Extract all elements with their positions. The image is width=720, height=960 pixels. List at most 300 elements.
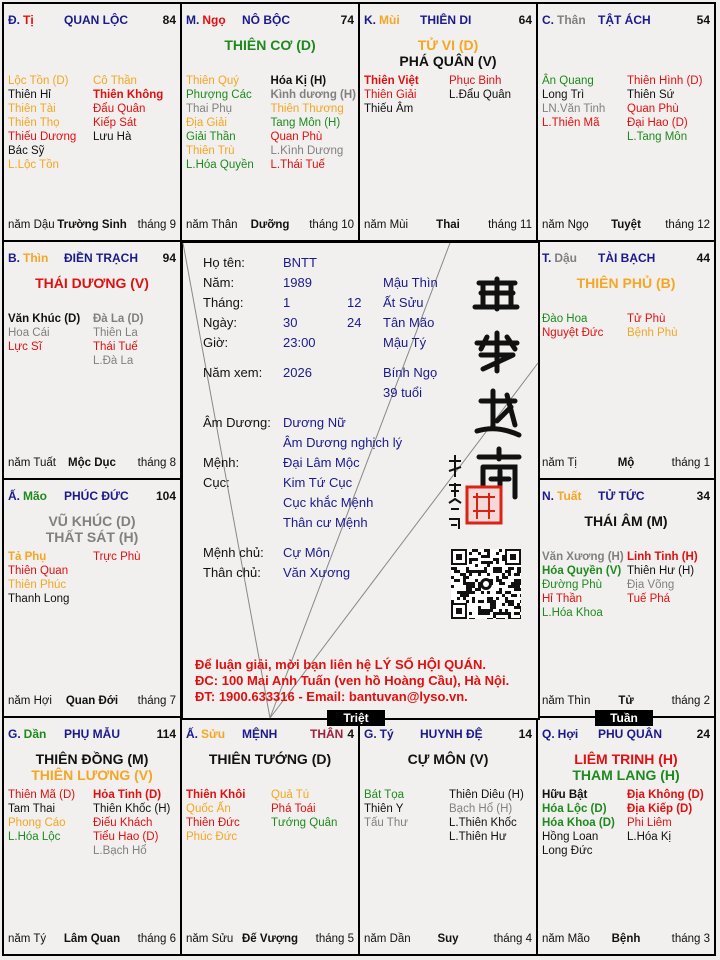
minor-star: Hỉ Thần: [542, 593, 583, 605]
main-stars: [182, 751, 358, 767]
qr-code[interactable]: [451, 549, 521, 619]
calligraphy-logo: [445, 271, 535, 531]
than-tag: THÂN: [310, 727, 344, 741]
minor-star: L.Thiên Hư: [449, 831, 507, 843]
main-stars: [4, 275, 180, 291]
footer-phase: Dưỡng: [250, 219, 290, 231]
palace-header: [364, 727, 532, 743]
palace-header: [8, 489, 176, 505]
main-stars: [4, 751, 180, 783]
minor-star: Thiếu Âm: [364, 103, 414, 115]
palace-age-number: 64: [518, 13, 532, 27]
palace-stem: C.: [542, 13, 554, 27]
info-thanchu: Văn Xương: [283, 565, 351, 580]
minor-star: Tử Phù: [627, 313, 666, 325]
minor-star: Bác Sỹ: [8, 145, 45, 157]
minor-stars: [364, 788, 534, 844]
palace-age-number: 4: [347, 727, 354, 741]
minor-stars: [8, 788, 178, 858]
palace-name: TỬ TỨC: [598, 489, 645, 503]
minor-star: Lộc Tồn (D): [8, 75, 69, 87]
minor-star: Thiên Khốc (H): [93, 803, 171, 815]
minor-star: Văn Xương (H): [542, 551, 624, 563]
palace-header: [364, 13, 532, 29]
palace-footer: [542, 695, 710, 709]
palace-stem: K.: [364, 13, 376, 27]
info-cuc-note1: Cục khắc Mệnh: [283, 495, 374, 510]
contact-line1: Để luận giải, mời bạn liên hệ LÝ SỐ HỘI QUÁN.: [195, 657, 486, 672]
info-day-can: Tân Mão: [383, 315, 435, 330]
minor-star: Thiên Y: [364, 803, 404, 815]
minor-star: Kiếp Sát: [93, 117, 137, 129]
palace-stem: Q.: [542, 727, 555, 741]
minor-star: Tấu Thư: [364, 817, 408, 829]
minor-star: Thiên Trù: [186, 145, 235, 157]
info-hour-label: Giờ:: [203, 335, 229, 350]
palace-footer: [542, 933, 710, 947]
palace-name: ĐIỀN TRẠCH: [64, 251, 138, 265]
main-stars: [538, 275, 714, 291]
minor-star: Thiên Hỉ: [8, 89, 51, 101]
minor-star: Quả Tú: [271, 789, 310, 801]
footer-year: năm Tuất: [8, 457, 56, 469]
minor-star: Thanh Long: [8, 593, 70, 605]
minor-star: Giải Thần: [186, 131, 236, 143]
minor-stars-left: [364, 788, 449, 844]
minor-star: Thiên Diêu (H): [449, 789, 524, 801]
minor-star: Phá Toái: [271, 803, 316, 815]
main-stars: [360, 37, 536, 69]
palace-stem: Ấ.: [8, 489, 20, 503]
chart-center-info: [181, 241, 540, 720]
minor-stars-left: [8, 550, 93, 606]
minor-star: Tang Môn (H): [270, 117, 341, 129]
minor-star: Tướng Quân: [271, 817, 338, 829]
palace-age-number: 104: [155, 489, 176, 503]
main-stars: [4, 513, 180, 545]
footer-month: tháng 7: [137, 695, 176, 707]
palace-cell-0[interactable]: [2, 2, 182, 242]
palace-footer: [8, 933, 176, 947]
minor-star: L.Tang Môn: [627, 131, 688, 143]
minor-star: Phượng Các: [186, 89, 252, 101]
footer-phase: Tuyệt: [611, 219, 641, 231]
minor-star: Lưu Hà: [93, 131, 132, 143]
minor-star: Kình dương (H): [270, 89, 356, 101]
minor-stars-right: [93, 788, 178, 858]
minor-star: Thiên Quý: [186, 75, 240, 87]
minor-star: Hoa Cái: [8, 327, 50, 339]
minor-star: L.Lộc Tồn: [8, 159, 59, 171]
minor-stars-left: [8, 788, 93, 858]
main-star: THẤT SÁT (H): [45, 529, 139, 545]
palace-name: TÀI BẠCH: [598, 251, 656, 265]
info-month-can: Ất Sửu: [383, 295, 424, 310]
palace-cell-10[interactable]: [358, 716, 538, 956]
info-age: 39 tuổi: [383, 385, 423, 400]
footer-month: tháng 1: [671, 457, 710, 469]
minor-star: Thiên La: [93, 327, 138, 339]
main-star: PHÁ QUÂN (V): [399, 53, 497, 69]
palace-age-number: 114: [156, 727, 176, 741]
palace-header: [542, 727, 710, 743]
minor-star: Long Đức: [542, 845, 593, 857]
minor-star: Quốc Ấn: [186, 803, 231, 815]
info-name: BNTT: [283, 255, 317, 270]
palace-branch: Hợi: [557, 727, 579, 741]
footer-phase: Quan Đới: [65, 695, 119, 707]
info-thanchu-label: Thân chủ:: [203, 565, 261, 580]
minor-star: Phúc Đức: [186, 831, 238, 843]
minor-star: Tả Phụ: [8, 551, 47, 563]
triet-badge: Triệt: [327, 710, 385, 726]
minor-stars-right: [449, 74, 534, 116]
minor-stars-right: [271, 788, 356, 844]
info-year: 1989: [283, 275, 312, 290]
info-amduong-label: Âm Dương:: [203, 415, 271, 430]
palace-footer: [8, 219, 176, 233]
footer-year: năm Dần: [364, 933, 411, 945]
minor-stars: [8, 74, 178, 172]
minor-star: Long Trì: [542, 89, 585, 101]
palace-stem: Đ.: [8, 13, 20, 27]
minor-stars-left: [186, 788, 271, 844]
footer-phase: Mộc Dục: [68, 457, 116, 469]
minor-star: L.Hóa Kị: [627, 831, 672, 843]
palace-stem: G.: [8, 727, 21, 741]
palace-cell-2[interactable]: [358, 2, 538, 242]
palace-branch: Ngọ: [202, 13, 226, 27]
palace-header: [186, 727, 354, 743]
palace-stem: M.: [186, 13, 200, 27]
minor-star: Tuế Phá: [627, 593, 671, 605]
info-year-label: Năm:: [203, 275, 235, 290]
minor-star: Quan Phù: [627, 103, 679, 115]
palace-age-number: 34: [696, 489, 710, 503]
palace-name: NÔ BỘC: [242, 13, 290, 27]
info-cuc: Kim Tứ Cục: [283, 475, 353, 490]
palace-name: MỆNH: [242, 727, 278, 741]
minor-star: Thiên Tài: [8, 103, 56, 115]
footer-year: năm Ngọ: [542, 219, 589, 231]
palace-age-number: 84: [162, 13, 176, 27]
palace-stem: N.: [542, 489, 554, 503]
palace-header: [186, 13, 354, 29]
minor-star: LN.Văn Tinh: [542, 103, 606, 115]
palace-name: QUAN LỘC: [64, 13, 128, 27]
minor-star: Phi Liêm: [627, 817, 672, 829]
minor-star: Đại Hao (D): [627, 117, 688, 129]
palace-age-number: 54: [696, 13, 710, 27]
palace-header: [8, 13, 176, 29]
minor-star: Thiên Đức: [186, 817, 240, 829]
palace-age-number: 24: [696, 727, 710, 741]
main-star: TỬ VI (D): [417, 37, 479, 53]
minor-star: Lực Sĩ: [8, 341, 42, 353]
palace-branch: Dần: [23, 727, 47, 741]
minor-stars-right: [627, 550, 712, 620]
footer-month: tháng 8: [137, 457, 176, 469]
minor-stars: [8, 550, 178, 606]
palace-stem: Ấ.: [186, 727, 198, 741]
palace-age-number: 94: [162, 251, 176, 265]
minor-star: Thiên Quan: [8, 565, 69, 577]
minor-star: Đẩu Quân: [93, 103, 146, 115]
minor-star: Phong Cáo: [8, 817, 66, 829]
palace-age-number: 14: [518, 727, 532, 741]
minor-star: Thiên Mã (D): [8, 789, 76, 801]
minor-star: Văn Khúc (D): [8, 313, 81, 325]
minor-stars: [186, 74, 356, 172]
tuan-badge: Tuần: [595, 710, 653, 726]
minor-stars: [542, 312, 712, 340]
palace-stem: G.: [364, 727, 377, 741]
minor-stars: [8, 312, 178, 368]
palace-branch: Dậu: [554, 251, 578, 265]
minor-star: Địa Không (D): [627, 789, 704, 801]
palace-branch: Tị: [23, 13, 34, 27]
minor-stars-left: [8, 74, 93, 172]
palace-name: TẬT ÁCH: [598, 13, 651, 27]
palace-name: THIÊN DI: [420, 13, 472, 27]
minor-star: Địa Võng: [627, 579, 675, 591]
palace-branch: Tuất: [557, 489, 582, 503]
main-star: VŨ KHÚC (D): [48, 513, 136, 529]
main-stars: [538, 751, 714, 783]
minor-star: Quan Phù: [270, 131, 323, 143]
footer-month: tháng 9: [137, 219, 176, 231]
info-view-label: Năm xem:: [203, 365, 263, 380]
info-day-label: Ngày:: [203, 315, 237, 330]
footer-month: tháng 5: [315, 933, 354, 945]
footer-year: năm Hợi: [8, 695, 52, 707]
footer-year: năm Dậu: [8, 219, 55, 231]
palace-name: PHU QUÂN: [598, 727, 663, 741]
minor-star: Thiên Thương: [270, 103, 344, 115]
palace-header: [8, 251, 176, 267]
footer-month: tháng 10: [309, 219, 354, 231]
main-star: THIÊN PHỦ (B): [576, 275, 676, 291]
palace-cell-1[interactable]: [180, 2, 360, 242]
palace-branch: Sửu: [201, 727, 226, 741]
footer-phase: Tử: [618, 695, 634, 707]
minor-stars-right: [93, 550, 178, 606]
footer-year: năm Tý: [8, 933, 47, 945]
minor-star: Địa Giải: [186, 117, 227, 129]
footer-phase: Thai: [436, 219, 460, 231]
minor-star: Thiên Thọ: [8, 117, 60, 129]
palace-footer: [8, 695, 176, 709]
palace-name: PHÚC ĐỨC: [64, 489, 129, 503]
minor-stars-right: [627, 788, 712, 858]
minor-star: Thiếu Dương: [8, 131, 77, 143]
palace-footer: [364, 219, 532, 233]
info-year-can: Mậu Thìn: [383, 275, 438, 290]
minor-stars: [364, 74, 534, 116]
footer-year: năm Thân: [186, 219, 238, 231]
minor-star: L.Thiên Khốc: [449, 817, 517, 829]
minor-star: Linh Tinh (H): [627, 551, 698, 563]
footer-phase: Mộ: [617, 457, 635, 469]
palace-age-number: 44: [696, 251, 710, 265]
minor-star: Thiên Sứ: [627, 89, 675, 101]
minor-star: L.Hóa Quyền: [186, 159, 254, 171]
minor-star: Thai Phụ: [186, 103, 233, 115]
palace-cell-5[interactable]: [536, 240, 716, 480]
minor-star: L.Hóa Lộc: [8, 831, 61, 843]
main-stars: [360, 751, 536, 767]
minor-star: Trực Phù: [93, 551, 141, 563]
palace-header: [8, 727, 176, 743]
info-cuc-note2: Thân cư Mệnh: [283, 515, 368, 530]
palace-footer: [542, 457, 710, 471]
main-star: THÁI ÂM (M): [584, 513, 668, 529]
minor-stars-left: [186, 74, 271, 172]
minor-stars: [542, 788, 712, 858]
main-stars: [182, 37, 358, 53]
palace-footer: [364, 933, 532, 947]
minor-star: Địa Kiếp (D): [627, 803, 693, 815]
info-month-label: Tháng:: [203, 295, 244, 310]
minor-star: Ân Quang: [542, 75, 594, 87]
palace-footer: [186, 933, 354, 947]
minor-stars: [542, 550, 712, 620]
minor-star: Hóa Kị (H): [270, 75, 327, 87]
palace-branch: Mùi: [379, 13, 400, 27]
footer-phase: Trường Sinh: [57, 219, 127, 231]
minor-star: Điếu Khách: [93, 817, 153, 829]
minor-stars-right: [627, 312, 712, 340]
main-star: THIÊN LƯƠNG (V): [31, 767, 153, 783]
info-menhchu-label: Mệnh chủ:: [203, 545, 264, 560]
minor-star: Thiên Không: [93, 89, 164, 101]
minor-stars: [186, 788, 356, 844]
main-star: THIÊN TƯỚNG (D): [208, 751, 332, 767]
footer-phase: Lâm Quan: [63, 933, 121, 945]
palace-cell-6[interactable]: [2, 478, 182, 718]
info-hour-can: Mậu Tý: [383, 335, 427, 350]
palace-branch: Mão: [23, 489, 47, 503]
info-month: 1: [283, 295, 291, 310]
palace-header: [542, 13, 710, 29]
palace-age-number: 74: [340, 13, 354, 27]
minor-star: L.Đẩu Quân: [449, 89, 512, 101]
minor-star: Thiên Hư (H): [627, 565, 695, 577]
info-menhchu: Cự Môn: [283, 545, 330, 560]
palace-branch: Tý: [379, 727, 394, 741]
minor-star: Hóa Lộc (D): [542, 803, 607, 815]
contact-line3: ĐT: 1900.633316 - Email: bantuvan@lyso.vn.: [195, 689, 468, 704]
minor-stars-right: [93, 74, 178, 172]
info-day: 30: [283, 315, 298, 330]
footer-month: tháng 11: [488, 219, 532, 231]
palace-cell-8[interactable]: [2, 716, 182, 956]
palace-stem: T.: [542, 251, 552, 265]
minor-stars-left: [542, 74, 627, 144]
footer-month: tháng 12: [665, 219, 710, 231]
footer-year: năm Thìn: [542, 695, 591, 707]
minor-star: Nguyệt Đức: [542, 327, 604, 339]
main-star: THAM LANG (H): [572, 767, 680, 783]
minor-stars-left: [8, 312, 93, 368]
info-menh-label: Mệnh:: [203, 455, 240, 470]
minor-star: L.Thái Tuế: [270, 159, 325, 171]
minor-star: Tiểu Hao (D): [93, 831, 159, 843]
footer-year: năm Sửu: [186, 933, 234, 945]
footer-year: năm Mùi: [364, 219, 409, 231]
minor-stars-left: [542, 312, 627, 340]
minor-star: Bát Tọa: [364, 789, 405, 801]
footer-month: tháng 3: [671, 933, 710, 945]
minor-star: Thiên Khôi: [186, 789, 246, 801]
footer-phase: Đế Vượng: [241, 933, 299, 945]
footer-phase: Suy: [437, 933, 459, 945]
palace-branch: Thân: [557, 13, 586, 27]
palace-footer: [186, 219, 354, 233]
info-amduong-note: Âm Dương nghịch lý: [283, 435, 403, 450]
footer-year: năm Tị: [542, 457, 577, 469]
palace-header: [542, 489, 710, 505]
footer-year: năm Mão: [542, 933, 590, 945]
info-view-year: 2026: [283, 365, 312, 380]
info-name-label: Họ tên:: [203, 255, 245, 270]
main-star: CỰ MÔN (V): [407, 751, 489, 767]
info-amduong: Dương Nữ: [283, 415, 346, 430]
info-hour: 23:00: [283, 335, 316, 350]
minor-star: L.Kình Dương: [270, 145, 344, 157]
minor-star: Hóa Khoa (D): [542, 817, 615, 829]
minor-stars-right: [449, 788, 534, 844]
palace-cell-7[interactable]: [536, 478, 716, 718]
minor-stars-left: [542, 788, 627, 858]
minor-star: Bạch Hổ (H): [449, 803, 513, 815]
minor-star: Cô Thần: [93, 75, 137, 87]
palace-header: [542, 251, 710, 267]
minor-star: Thiên Việt: [364, 75, 419, 87]
info-menh: Đại Lâm Mộc: [283, 455, 360, 470]
main-star: THIÊN CƠ (D): [224, 37, 316, 53]
footer-month: tháng 6: [137, 933, 176, 945]
main-stars: [538, 513, 714, 529]
minor-star: Hóa Quyền (V): [542, 565, 622, 577]
minor-star: Thái Tuế: [93, 341, 138, 353]
minor-star: Thiên Giải: [364, 89, 417, 101]
minor-star: Tam Thai: [8, 803, 56, 815]
palace-name: HUYNH ĐỆ: [420, 727, 483, 741]
minor-star: Thiên Phúc: [8, 579, 67, 591]
minor-star: Đào Hoa: [542, 313, 588, 325]
minor-stars-right: [627, 74, 712, 144]
minor-star: L.Thiên Mã: [542, 117, 600, 129]
palace-cell-3[interactable]: [536, 2, 716, 242]
minor-stars-right: [271, 74, 356, 172]
palace-cell-4[interactable]: [2, 240, 182, 480]
palace-cell-11[interactable]: [536, 716, 716, 956]
minor-star: L.Hóa Khoa: [542, 607, 603, 619]
info-view-can: Bính Ngọ: [383, 365, 438, 380]
minor-stars: [542, 74, 712, 144]
minor-stars-left: [364, 74, 449, 116]
minor-star: Thiên Hình (D): [627, 75, 703, 87]
palace-name: PHỤ MẪU: [64, 727, 120, 741]
main-star: THÁI DƯƠNG (V): [35, 275, 149, 291]
main-star: LIÊM TRINH (H): [574, 751, 678, 767]
palace-cell-9[interactable]: [180, 716, 360, 956]
main-star: THIÊN ĐỒNG (M): [35, 751, 149, 767]
minor-star: Hồng Loan: [542, 831, 599, 843]
minor-star: Bệnh Phù: [627, 327, 678, 339]
minor-star: Đường Phù: [542, 579, 602, 591]
